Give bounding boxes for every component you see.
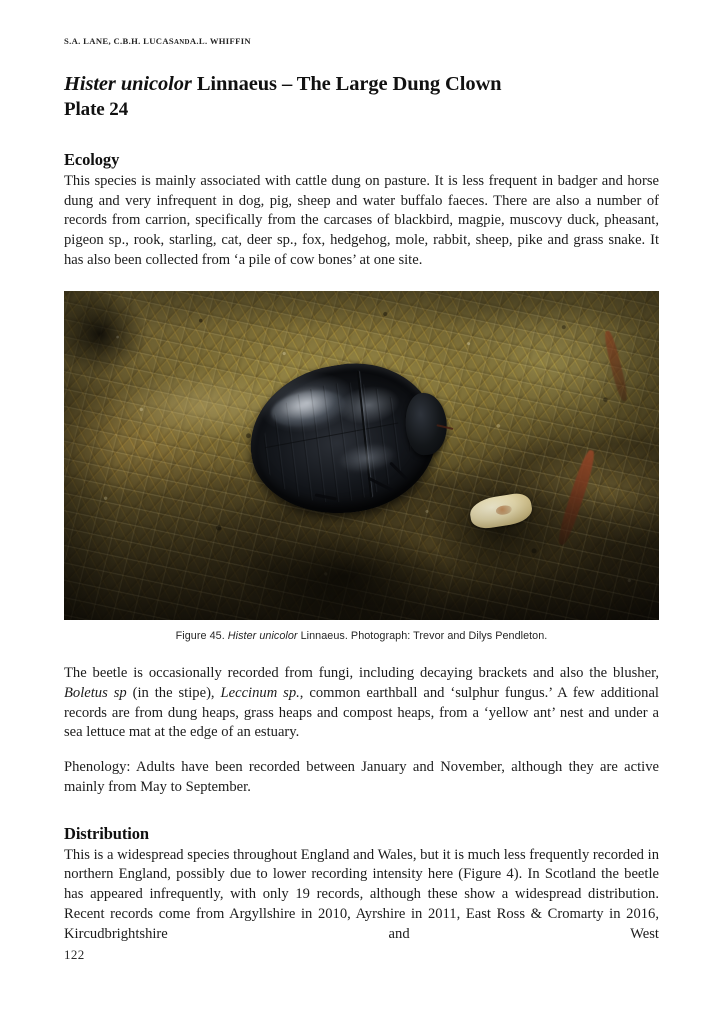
fungi-genus-leccinum: Leccinum sp.: [220, 684, 300, 701]
figure-caption-species: Hister unicolor: [227, 629, 298, 642]
figure-caption-suffix: Linnaeus. Photograph: Trevor and Dilys Pendleton.: [297, 629, 548, 642]
running-head-and: AND: [174, 39, 190, 46]
species-authority: Linnaeus – The Large Dung Clown: [191, 73, 502, 95]
distribution-paragraph: This is a widespread species throughout England and Wales, but it is much less frequently recorded in northern England, possibly due to lower recording intensity here (Figure 4). In Scotland the beetle has appeared infrequently, with only 19 records, although these show a widespread distribution. Recent records come from Argyllshire in 2010, Ayrshire in 2011, East Ross & Cromarty in 2016, Kircudbrightshire and West: [64, 846, 659, 942]
running-head: [64, 36, 659, 46]
fungi-text-2: (in the stipe),: [126, 684, 221, 701]
figure-caption: [64, 629, 659, 644]
plate-label: Plate 24: [64, 99, 129, 121]
fungi-genus-boletus: Boletus sp: [64, 684, 127, 701]
page-number: 122: [64, 947, 85, 962]
section-heading-ecology: Ecology: [64, 149, 120, 169]
fungi-text-1: The beetle is occasionally recorded from fungi, including decaying brackets and also the blusher,: [64, 665, 659, 682]
title-block: [64, 72, 659, 122]
fungi-text-3: , common earthball and ‘sulphur fungus.’ A few additional records are from dung heaps, grass heaps and compost heaps, from a ‘yellow ant’ nest and under a sea lettuce mat at the edge of an estuary.: [64, 684, 659, 741]
page-title: [64, 72, 659, 97]
photo-vignette: [64, 291, 659, 620]
species-scientific-name: Hister unicolor: [64, 73, 192, 95]
running-head-authors-rest: A.L. WHIFFIN: [189, 36, 251, 46]
page-content: [64, 36, 659, 944]
ecology-paragraph: This species is mainly associated with cattle dung on pasture. It is less frequent in badger and horse dung and very infrequent in dog, pig, sheep and water buffalo faeces. There are also a number of records from carrion, specifically from the carcases of blackbird, magpie, muscovy duck, pheasant, pigeon sp., rook, starling, cat, deer sp., fox, hedgehog, mole, rabbit, sheep, pike and grass snake. It has also been collected from ‘a pile of cow bones’ at one site.: [64, 172, 659, 268]
section-heading-distribution: Distribution: [64, 823, 149, 843]
fungi-records-paragraph: [64, 664, 659, 743]
phenology-paragraph: Phenology: Adults have been recorded between January and November, although they are active mainly from May to September.: [64, 759, 659, 795]
figure-caption-prefix: Figure 45.: [175, 629, 228, 642]
figure-45: [64, 291, 659, 644]
beetle-photograph: [64, 291, 659, 620]
running-head-authors: S.A. LANE, C.B.H. LUCAS: [64, 36, 174, 46]
